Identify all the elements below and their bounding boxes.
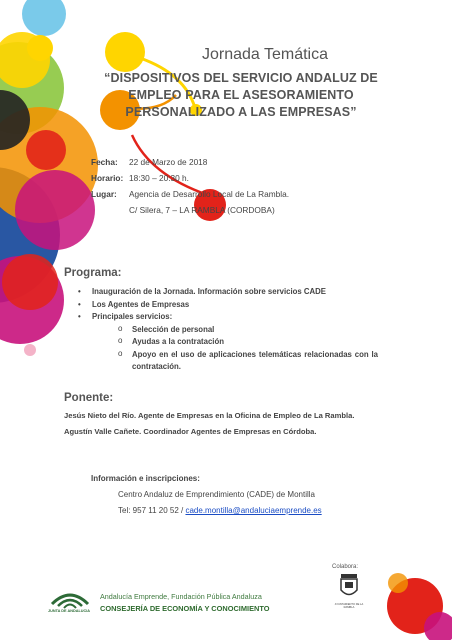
lugar-value: Agencia de Desarrollo Local de La Rambla.	[129, 189, 290, 199]
speaker-line: Agustín Valle Cañete. Coordinador Agentes de Empresas en Córdoba.	[64, 427, 317, 436]
horario-value: 18:30 – 20:30 h.	[129, 173, 189, 183]
colabora-label: Colabora:	[332, 564, 359, 570]
event-subtitle	[98, 70, 384, 121]
list-item	[78, 311, 378, 374]
org-name: Andalucía Emprende, Fundación Pública Andaluza	[100, 592, 262, 601]
fecha-value: 22 de Marzo de 2018	[129, 157, 208, 167]
lugar-label: Lugar:	[91, 189, 117, 199]
programa-list	[78, 286, 378, 374]
inscripciones-heading: Información e inscripciones:	[91, 474, 200, 483]
sub-list-item: o Apoyo en el uso de aplicaciones telemáticas relacionadas con la contratación.	[118, 349, 378, 374]
horario-label: Horario:	[91, 173, 124, 183]
junta-andalucia-logo	[48, 584, 92, 612]
centro-name: Centro Andaluz de Emprendimiento (CADE) de Montilla	[118, 490, 315, 499]
email-link[interactable]: cade.montilla@andaluciaemprende.es	[185, 506, 322, 515]
ponente-heading: Ponente:	[64, 392, 114, 404]
consejeria-name: CONSEJERÍA DE ECONOMÍA Y CONOCIMIENTO	[100, 604, 270, 613]
junta-label: JUNTA DE ANDALUCIA	[48, 609, 91, 613]
fecha-label: Fecha:	[91, 157, 118, 167]
subtitle-line: “DISPOSITIVOS DEL SERVICIO ANDALUZ DE	[104, 71, 378, 85]
phone-text: Tel: 957 11 20 52 /	[118, 506, 186, 515]
contact-line	[118, 506, 322, 515]
speaker-line: Jesús Nieto del Río. Agente de Empresas en la Oficina de Empleo de La Rambla.	[64, 411, 355, 420]
ayuntamiento-label: AYUNTAMIENTO DE LA RAMBLA	[334, 603, 364, 609]
subtitle-line: EMPLEO PARA EL ASESORAMIENTO	[128, 88, 354, 102]
sub-list-item: o Ayudas a la contratación	[118, 336, 378, 349]
page-title: Jornada Temática	[202, 46, 328, 63]
subtitle-line: PERSONALIZADO A LAS EMPRESAS”	[125, 105, 357, 119]
list-item-label: Principales servicios:	[92, 312, 173, 321]
sub-list-item: o Selección de personal	[118, 324, 378, 337]
list-item: • Inauguración de la Jornada. Información sobre servicios CADE	[78, 286, 378, 299]
ayuntamiento-crest-icon	[338, 572, 360, 600]
lugar-address: C/ Silera, 7 – LA RAMBLA (CORDOBA)	[129, 205, 275, 215]
programa-heading: Programa:	[64, 267, 122, 279]
list-item: • Los Agentes de Empresas	[78, 299, 378, 312]
services-sublist	[92, 324, 378, 374]
